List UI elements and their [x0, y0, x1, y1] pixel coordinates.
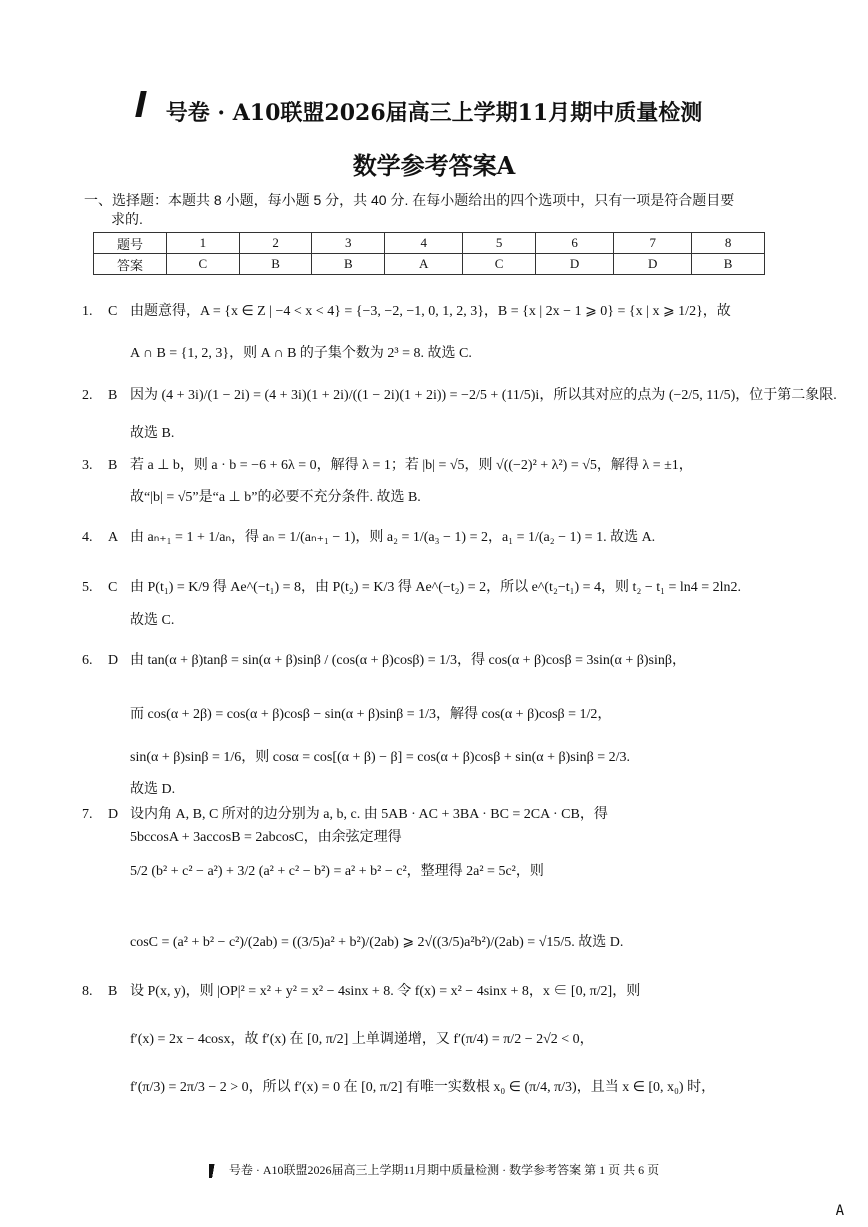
- solution-line: 因为 (4 + 3i)/(1 − 2i) = (4 + 3i)(1 + 2i)/((1 − 2i)(1 + 2i)) = −2/5 + (11/5)i，所以其对应的点为 (−2/5, 11/5)，位于第二象限.: [130, 388, 837, 403]
- page-footer: [0, 1161, 868, 1178]
- solution-6: [82, 651, 130, 671]
- corner-mark: A: [835, 1203, 844, 1219]
- question-number: 5.: [82, 580, 93, 595]
- answer-letter: A: [108, 530, 119, 545]
- table-row: [94, 233, 765, 254]
- answer-letter: D: [108, 807, 119, 822]
- table-cell: 题号: [94, 233, 167, 254]
- solution-line: f′(π/3) = 2π/3 − 2 > 0，所以 f′(x) = 0 在 [0, π/2] 有唯一实数根 x₀ ∈ (π/4, π/3)，且当 x ∈ [0, x₀) 时，: [130, 1080, 716, 1095]
- answer-letter: D: [108, 653, 119, 668]
- solution-3: [82, 456, 130, 476]
- solution-line: 故“|b| = √5”是“a ⊥ b”的必要不充分条件. 故选 B.: [130, 490, 421, 505]
- answer-letter: B: [108, 984, 118, 999]
- table-cell: B: [692, 254, 765, 275]
- solution-4: [82, 528, 130, 548]
- answer-letter: C: [108, 580, 118, 595]
- solution-line: 设内角 A, B, C 所对的边分别为 a, b, c. 由 5AB · AC + 3BA · BC = 2CA · CB，得: [130, 807, 608, 822]
- solution-line: 设 P(x, y)，则 |OP|² = x² + y² = x² − 4sinx + 8. 令 f(x) = x² − 4sinx + 8，x ∈ [0, π/2]，则: [130, 984, 641, 999]
- solution-line: 5bccosA + 3accosB = 2abcosC，由余弦定理得: [130, 830, 402, 845]
- solution-line: A ∩ B = {1, 2, 3}，则 A ∩ B 的子集个数为 2³ = 8. 故选 C.: [130, 346, 472, 361]
- question-number: 4.: [82, 530, 93, 545]
- table-cell: 2: [239, 233, 312, 254]
- table-cell: C: [167, 254, 240, 275]
- answer-letter: B: [108, 458, 118, 473]
- exam-title: 号卷 · A10联盟2026届高三上学期11月期中质量检测: [165, 100, 703, 126]
- solution-2: [82, 386, 130, 406]
- section-heading-line2: 求的.: [111, 211, 143, 227]
- question-number: 1.: [82, 304, 93, 319]
- table-cell: D: [614, 254, 692, 275]
- solution-line: sin(α + β)sinβ = 1/6，则 cosα = cos[(α + β) − β] = cos(α + β)cosβ + sin(α + β)sinβ = 2/3.: [130, 750, 631, 765]
- section-heading-line1: 一、选择题：本题共 8 小题，每小题 5 分，共 40 分. 在每小题给出的四个选项中，只有一项是符合题目要: [84, 192, 735, 208]
- solution-5: [82, 578, 130, 598]
- table-cell: 4: [385, 233, 463, 254]
- question-number: 7.: [82, 807, 93, 822]
- table-cell: 1: [167, 233, 240, 254]
- solution-line: cosC = (a² + b² − c²)/(2ab) = ((3/5)a² + b²)/(2ab) ⩾ 2√((3/5)a²b²)/(2ab) = √15/5. 故选 D.: [130, 935, 624, 950]
- solution-line: 由 tan(α + β)tanβ = sin(α + β)sinβ / (cos(α + β)cosβ) = 1/3，得 cos(α + β)cosβ = 3sin(α + β)sinβ，: [130, 653, 687, 668]
- question-number: 6.: [82, 653, 93, 668]
- answer-letter: B: [108, 388, 118, 403]
- solution-line: 若 a ⊥ b，则 a · b = −6 + 6λ = 0，解得 λ = 1；若 |b| = √5，则 √((−2)² + λ²) = √5，解得 λ = ±1，: [130, 458, 693, 473]
- solution-line: 而 cos(α + 2β) = cos(α + β)cosβ − sin(α + β)sinβ = 1/3，解得 cos(α + β)cosβ = 1/2，: [130, 707, 612, 722]
- footer-logo-icon: [209, 1164, 225, 1178]
- table-cell: C: [463, 254, 536, 275]
- question-number: 2.: [82, 388, 93, 403]
- table-cell: A: [385, 254, 463, 275]
- answer-letter: C: [108, 304, 118, 319]
- answer-subtitle: 数学参考答案A: [352, 151, 516, 180]
- question-number: 3.: [82, 458, 93, 473]
- table-row: [94, 254, 765, 275]
- solution-line: 故选 B.: [130, 426, 175, 441]
- table-cell: 7: [614, 233, 692, 254]
- table-cell: 答案: [94, 254, 167, 275]
- solution-7: [82, 805, 130, 825]
- solution-line: 5/2 (b² + c² − a²) + 3/2 (a² + c² − b²) = a² + b² − c²，整理得 2a² = 5c²，则: [130, 864, 544, 879]
- solution-line: 由题意得，A = {x ∈ Z | −4 < x < 4} = {−3, −2, −1, 0, 1, 2, 3}，B = {x | 2x − 1 ⩾ 0} = {x | x ⩾ 1/2}，故: [130, 304, 731, 319]
- table-cell: D: [536, 254, 614, 275]
- table-cell: 6: [536, 233, 614, 254]
- table-cell: B: [239, 254, 312, 275]
- section-heading: [84, 191, 784, 229]
- question-number: 8.: [82, 984, 93, 999]
- table-cell: B: [312, 254, 385, 275]
- solution-line: 由 P(t₁) = K/9 得 Ae^(−t₁) = 8，由 P(t₂) = K/3 得 Ae^(−t₂) = 2，所以 e^(t₂−t₁) = 4，则 t₂ − t₁ = ln4 = 2ln2.: [130, 580, 742, 595]
- solution-line: 故选 C.: [130, 613, 175, 628]
- table-cell: 8: [692, 233, 765, 254]
- solution-line: f′(x) = 2x − 4cosx，故 f′(x) 在 [0, π/2] 上单调递增，又 f′(π/4) = π/2 − 2√2 < 0，: [130, 1032, 594, 1047]
- solution-line: 故选 D.: [130, 782, 176, 797]
- answer-table: [93, 232, 765, 275]
- solution-1: [82, 302, 130, 322]
- table-cell: 5: [463, 233, 536, 254]
- footer-text: 号卷 · A10联盟2026届高三上学期11月期中质量检测 · 数学参考答案 第 1 页 共 6 页: [228, 1163, 660, 1177]
- table-cell: 3: [312, 233, 385, 254]
- solution-8: [82, 982, 130, 1002]
- solution-line: 由 aₙ₊₁ = 1 + 1/aₙ，得 aₙ = 1/(aₙ₊₁ − 1)，则 a₂ = 1/(a₃ − 1) = 2，a₁ = 1/(a₂ − 1) = 1. 故选 A.: [130, 530, 656, 545]
